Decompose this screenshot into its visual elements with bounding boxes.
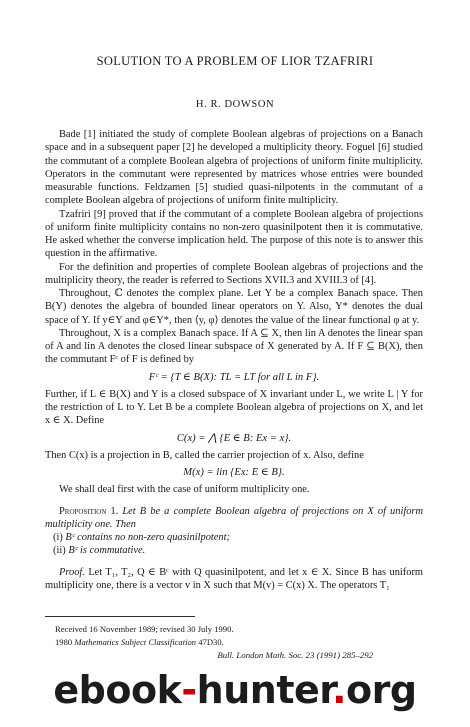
item-number: (ii)	[53, 545, 66, 557]
paper-body	[45, 128, 423, 592]
proposition-statement: Let B be a complete Boolean algebra of projections on X of uniform multiplicity one. Then	[45, 505, 423, 530]
paragraph: Bade [1] initiated the study of complete Boolean algebras of projections on a Banach space and in a subsequent paper [2] he developed a multiplicity theory. Foguel [6] studied the commutant of a complete Boolean algebra of projections of uniform finite multiplicity. Operators in the commutant were represented by matrices whose entries were bounded measurable functions. Feldzamen [5] studied quasi-nilpotents in the commutant of a complete Boolean algebra of projections of uniform finite multiplicity.	[45, 129, 423, 207]
proof-text: Let T₁, T₂, Q ∈ Bᶜ with Q quasinilpotent, and let x ∈ X. Since B has uniform multiplicity one, there is a vector v in X such that M(v) = C(x) X. The operators T₁	[45, 566, 423, 591]
proof-label: Proof.	[59, 566, 85, 578]
watermark-dot: .	[332, 668, 347, 712]
equation-cyclic-subspace: M(x) = lin {Ex: E ∈ B}.	[183, 467, 285, 478]
classification-label: Mathematics Subject Classification	[74, 636, 197, 647]
equation-commutant: Fᶜ = {T ∈ B(X): TL = LT for all L in F}.	[148, 371, 320, 383]
item-number: (i)	[53, 532, 63, 543]
paragraph: Further, if L ∈ B(X) and Y is a closed subspace of X invariant under L, we write L | Y for the restriction of L to Y. Let B be a complete Boolean algebra of projections on X, and let x ∈ X. Define	[45, 388, 423, 427]
received-date: Received 16 November 1989; revised 30 July 1990.	[55, 624, 234, 634]
footnote-rule	[45, 616, 195, 617]
watermark-part: org	[346, 668, 417, 712]
paragraph: For the definition and properties of complete Boolean algebras of projections and the multiplicity theory, the reader is referred to Sections XVII.3 and XVIII.3 of [4].	[45, 261, 423, 286]
proof	[45, 566, 423, 593]
watermark-part: ebook	[53, 668, 182, 712]
item-text: Bᶜ is commutative.	[68, 545, 146, 557]
equation-carrier: C(x) = ⋀ {E ∈ B: Ex = x}.	[176, 432, 292, 444]
classification-code: 47D30.	[198, 636, 224, 647]
footnote-area	[45, 616, 423, 660]
subject-classification	[55, 636, 423, 649]
proposition-item	[45, 531, 423, 544]
proposition-item	[45, 544, 423, 557]
watermark-logo	[0, 668, 470, 712]
paragraph: Throughout, X is a complex Banach space. If A ⊆ X, then lin A denotes the linear span of A and lin A denotes the closed linear subspace of X generated by A. If F ⊆ B(X), then the commutant Fᶜ of F is defined by	[45, 327, 423, 366]
paragraph: Then C(x) is a projection in B, called the carrier projection of x. Also, define	[45, 449, 364, 461]
proposition-label: Proposition 1.	[59, 505, 119, 517]
paragraph: Throughout, ℂ denotes the complex plane. Let Y be a complex Banach space. Then B(Y) denotes the algebra of bounded linear operators on Y. Also, Y* denotes the dual space of Y. If y∈Y and φ∈Y*, then ⟨y, φ⟩ denotes the value of the linear functional φ at y.	[45, 288, 423, 326]
classification-year: 1980	[55, 636, 73, 647]
paragraph: We shall deal first with the case of uniform multiplicity one.	[59, 484, 310, 496]
proposition	[45, 505, 423, 532]
paragraph: Tzafriri [9] proved that if the commutant of a complete Boolean algebra of projections of uniform finite multiplicity contains no non-zero quasinilpotent then it is commutative. He asked whether the converse implication held. The purpose of this note is to answer this question in the affirmative.	[45, 208, 423, 260]
paper-author: H. R. DOWSON	[195, 99, 275, 110]
paper-title: SOLUTION TO A PROBLEM OF LIOR TZAFRIRI	[96, 54, 374, 68]
journal-citation: Bull. London Math. Soc. 23 (1991) 285–292	[217, 650, 373, 660]
watermark-part: hunter	[196, 668, 333, 712]
watermark-dash: -	[181, 668, 197, 712]
item-text: Bᶜ contains no non-zero quasinilpotent;	[65, 532, 230, 543]
